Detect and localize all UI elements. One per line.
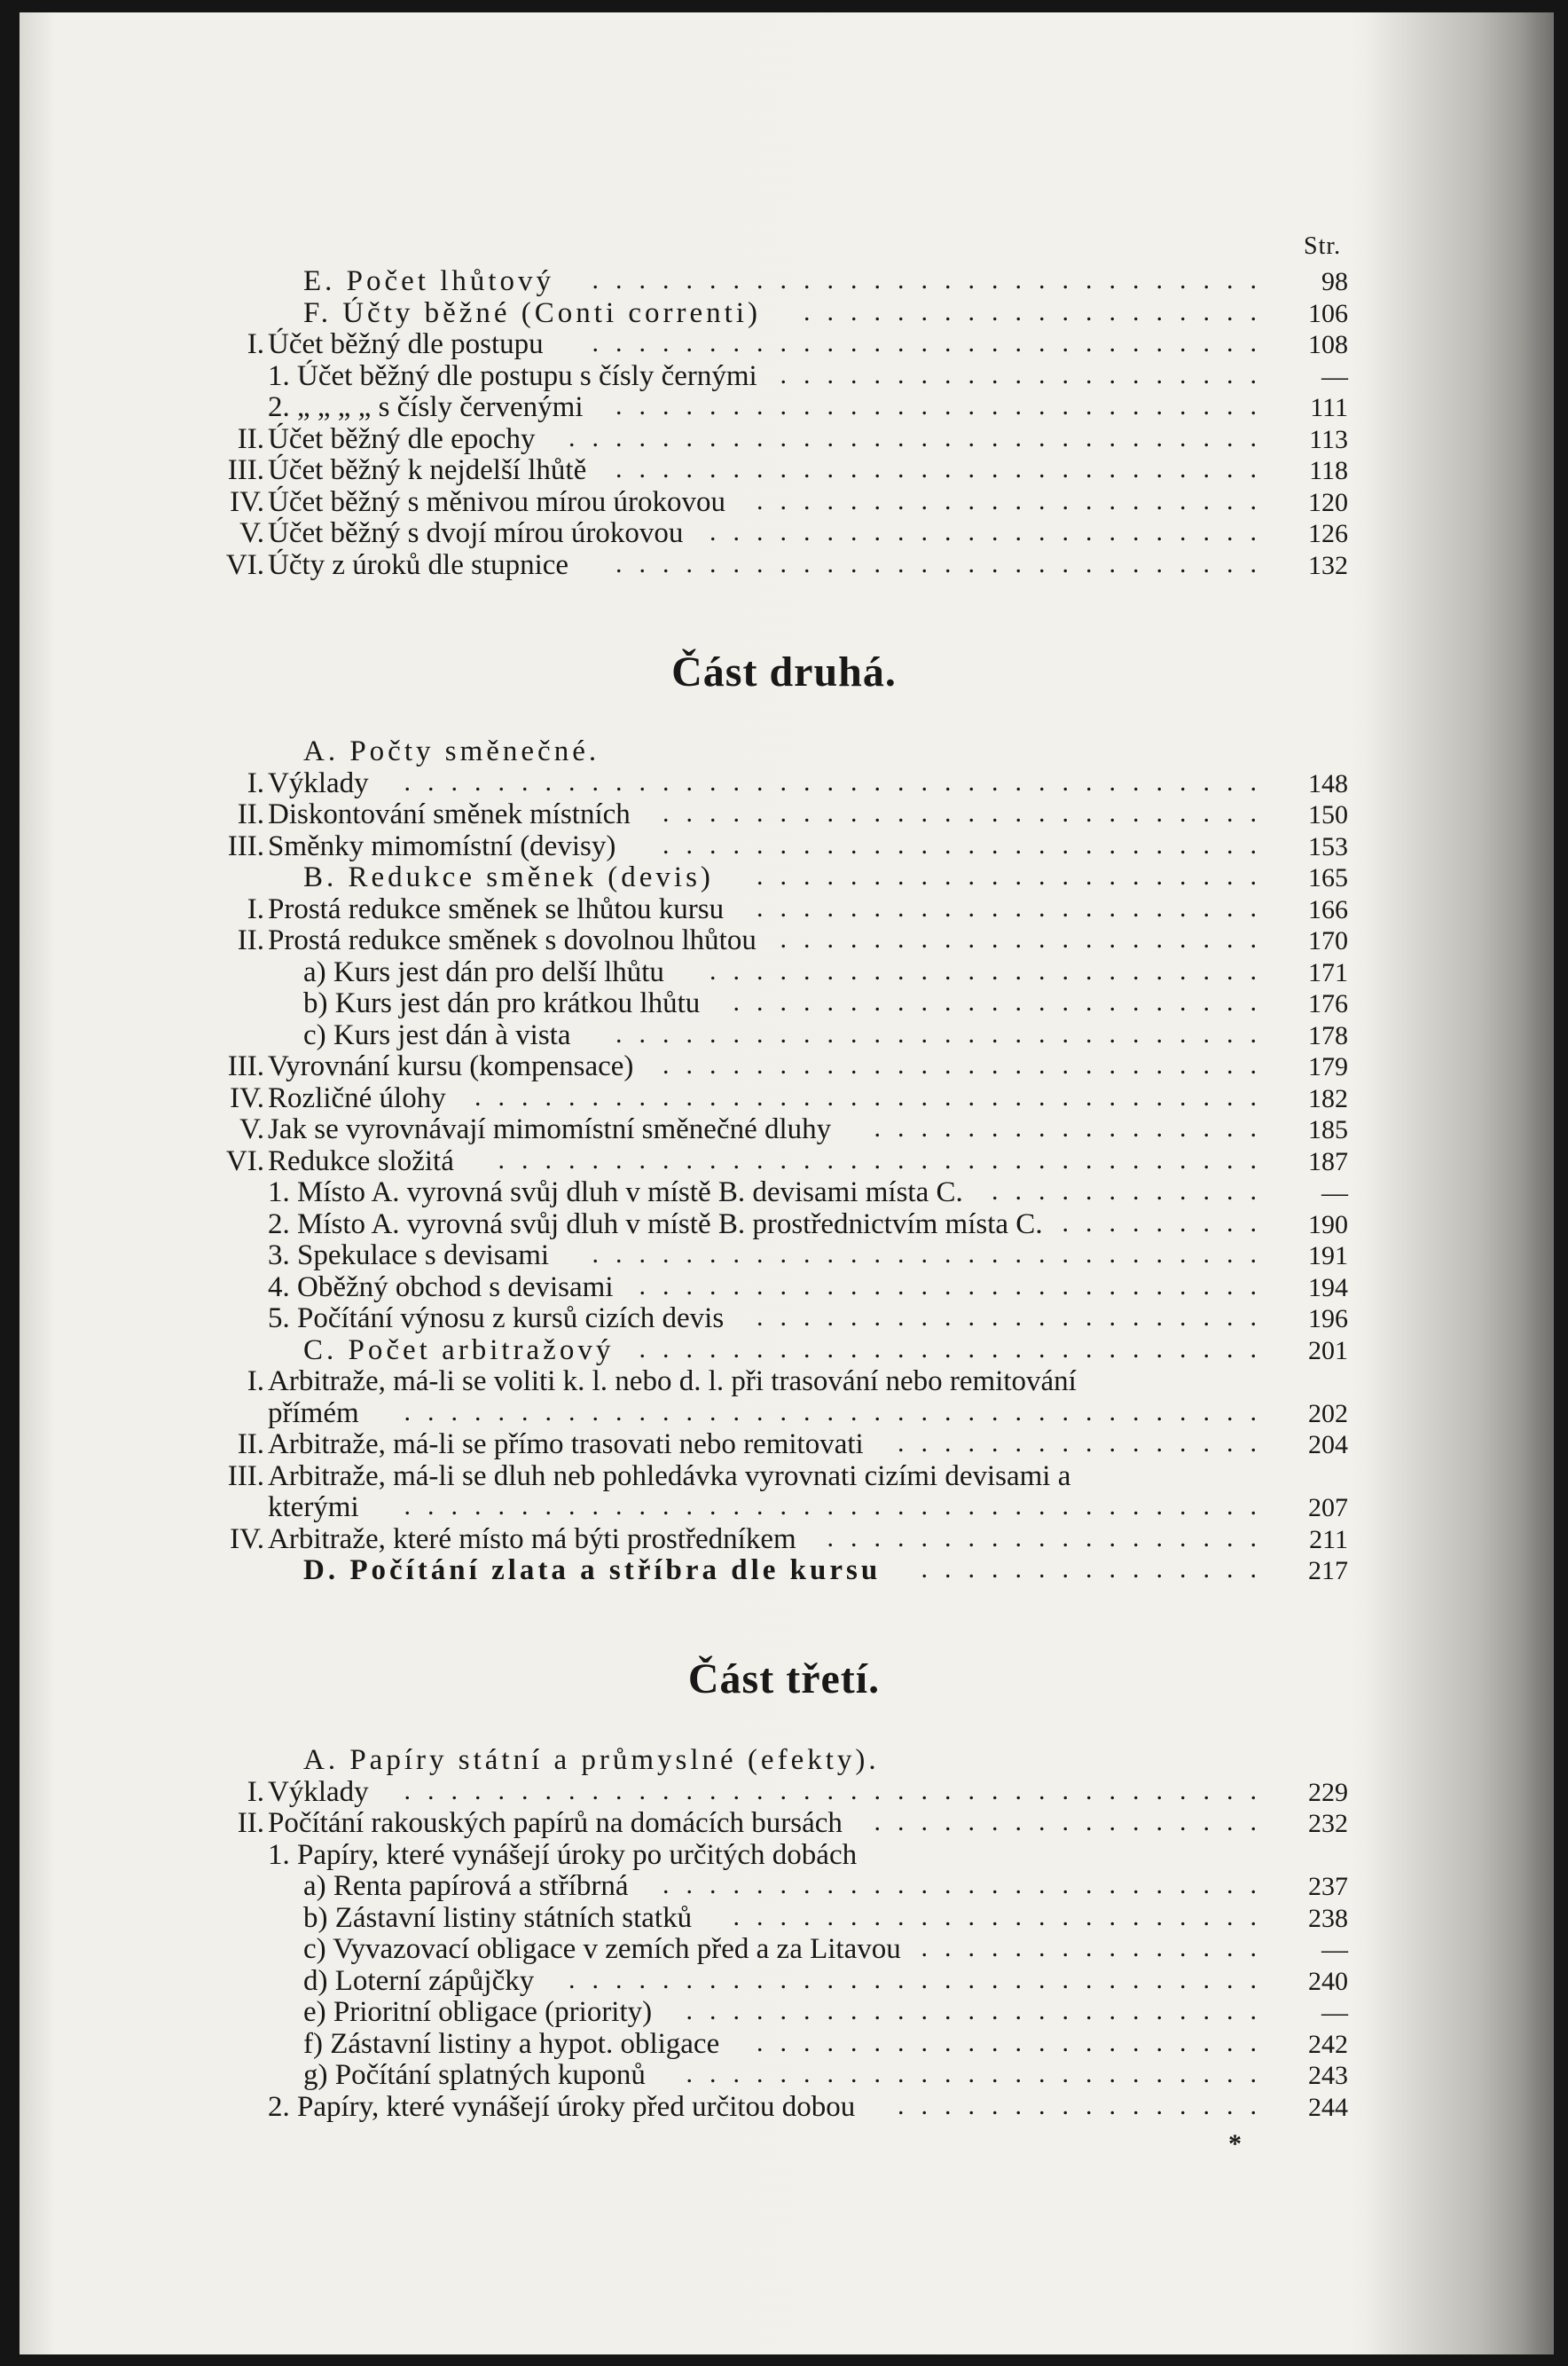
toc-entry-page: — (1321, 1178, 1348, 1207)
toc-entry (204, 957, 1348, 989)
toc-entry (204, 768, 1348, 800)
part-two-heading: Část druhá. (671, 648, 897, 696)
toc-entry (204, 518, 1348, 550)
toc-entry-number: VI. (225, 1144, 264, 1177)
toc-entry-number: II. (237, 1807, 264, 1839)
leader-dots: ........................... (639, 1333, 1274, 1364)
toc-entry-page: 202 (1308, 1398, 1348, 1428)
toc-entry (204, 487, 1348, 519)
toc-entry-page: 111 (1310, 393, 1348, 422)
toc-entry-page: 176 (1308, 989, 1348, 1018)
toc-entry (204, 2092, 1348, 2124)
toc-entry-number: III. (227, 829, 264, 862)
toc-entry-title: c) Vyvazovací obligace v zemích před a za Litavou (303, 1933, 901, 1965)
page-shadow (1368, 12, 1554, 2354)
leader-dots: ..................... (780, 359, 1274, 389)
leader-dots: ................ (898, 2090, 1274, 2120)
toc-entry (204, 329, 1348, 361)
leader-dots: ........................ (710, 955, 1274, 986)
toc-entry (204, 361, 1348, 393)
toc-entry-page: 238 (1308, 1903, 1348, 1933)
toc-entry-title: a) Renta papírová a stříbrná (303, 1870, 629, 1902)
toc-entry-title: 4. Oběžný obchod s devisami (268, 1270, 614, 1303)
toc-entry (204, 1177, 1348, 1209)
toc-entry (204, 266, 1348, 298)
toc-entry (204, 736, 1348, 768)
toc-entry-page: 242 (1308, 2029, 1348, 2059)
toc-entry-title: C. Počet arbitražový (303, 1333, 615, 1366)
toc-entry-title: Účet běžný dle epochy (268, 422, 536, 455)
toc-entry-title: Prostá redukce směnek se lhůtou kursu (268, 892, 725, 925)
toc-entry (204, 1429, 1348, 1461)
toc-entry-title: D. Počítání zlata a stříbra dle kursu (303, 1554, 882, 1586)
leader-dots: ............ (992, 1176, 1274, 1206)
toc-entry-title: 3. Spekulace s devisami (268, 1239, 550, 1271)
toc-entry-title: Směnky mimomístní (devisy) (268, 829, 616, 862)
toc-entry-title: Počítání rakouských papírů na domácích bursách (268, 1807, 843, 1839)
toc-entry (204, 1461, 1348, 1493)
toc-entry-title: Diskontování směnek místních (268, 798, 631, 830)
toc-entry-page: — (1321, 1935, 1348, 1964)
part-three-heading: Část třetí. (687, 1655, 881, 1702)
leader-dots: .......................... (662, 1050, 1274, 1080)
toc-entry-title: B. Redukce směnek (devis) (303, 861, 714, 893)
leader-dots: .................... (804, 296, 1274, 326)
toc-entry (204, 1146, 1348, 1178)
toc-entry (204, 392, 1348, 424)
leader-dots: ........................... (639, 1270, 1274, 1301)
toc-entry-title: přímém (268, 1396, 359, 1429)
toc-section-part3 (204, 1745, 1348, 2123)
toc-entry (204, 1777, 1348, 1809)
toc-entry-title: a) Kurs jest dán pro delší lhůtu (303, 955, 664, 988)
toc-entry (204, 1051, 1348, 1083)
toc-entry-page: 190 (1308, 1209, 1348, 1239)
toc-entry (204, 862, 1348, 894)
toc-entry (204, 1303, 1348, 1335)
toc-entry-page: 171 (1308, 957, 1348, 987)
toc-entry-number: III. (227, 1459, 264, 1492)
toc-entry-title: Rozličné úlohy (268, 1081, 446, 1114)
leader-dots: ..................... (780, 924, 1274, 954)
leader-dots: ................................. (498, 1144, 1274, 1175)
toc-entry (204, 1209, 1348, 1241)
page-column-label: Str. (1304, 232, 1342, 260)
leader-dots: ............................. (592, 1239, 1274, 1269)
leader-dots: .......................... (662, 798, 1274, 828)
toc-entry (204, 1114, 1348, 1146)
toc-entry-title: Arbitraže, má-li se dluh neb pohledávka vyrovnati cizími devisami a (268, 1459, 1071, 1492)
leader-dots: ...................... (757, 861, 1274, 891)
leader-dots: ................. (874, 1807, 1274, 1836)
toc-entry (204, 1555, 1348, 1587)
toc-entry-page: 148 (1308, 768, 1348, 798)
toc-entry-number: I. (247, 328, 264, 360)
toc-entry-number: I. (247, 1365, 264, 1397)
toc-entry-page: 196 (1308, 1304, 1348, 1333)
toc-entry-title: kterými (268, 1491, 359, 1523)
toc-entry-page: 237 (1308, 1872, 1348, 1901)
toc-entry-number: IV. (230, 1522, 264, 1555)
toc-entry-number: I. (247, 892, 264, 925)
toc-entry-page: 166 (1308, 894, 1348, 924)
toc-entry (204, 1083, 1348, 1115)
leader-dots: ..................................... (404, 1396, 1274, 1427)
toc-entry-number: II. (237, 1428, 264, 1460)
toc-entry (204, 1335, 1348, 1367)
toc-entry-page: 194 (1308, 1272, 1348, 1302)
toc-entry-number: III. (227, 454, 264, 486)
toc-entry-title: d) Loterní zápůjčky (303, 1964, 535, 1997)
leader-dots: ............... (921, 1554, 1274, 1584)
leader-dots: ................... (827, 1522, 1274, 1552)
leader-dots: .......................... (662, 1870, 1274, 1899)
toc-entry (204, 1366, 1348, 1398)
toc-entry-title: b) Zástavní listiny státních statků (303, 1901, 693, 1934)
toc-entry-number: VI. (225, 548, 264, 581)
toc-section-part1-continuation (204, 266, 1348, 581)
leader-dots: ................ (898, 1428, 1274, 1458)
toc-entry-title: c) Kurs jest dán à vista (303, 1018, 571, 1051)
toc-entry-page: 240 (1308, 1966, 1348, 1996)
toc-section-part2 (204, 736, 1348, 1587)
toc-entry-title: f) Zástavní listiny a hypot. obligace (303, 2027, 720, 2060)
toc-entry-title: Prostá redukce směnek s dovolnou lhůtou (268, 924, 757, 956)
toc-entry-number: IV. (230, 1081, 264, 1114)
toc-entry-number: II. (237, 422, 264, 455)
toc-entry (204, 1492, 1348, 1524)
toc-entry (204, 1871, 1348, 1903)
toc-entry-title: 1. Místo A. vyrovná svůj dluh v místě B. devisami místa C. (268, 1176, 963, 1208)
toc-entry (204, 2060, 1348, 2092)
toc-entry-title: 2. Místo A. vyrovná svůj dluh v místě B. prostřednictvím místa C. (268, 1207, 1043, 1240)
toc-entry (204, 550, 1348, 582)
toc-entry (204, 1808, 1348, 1840)
toc-entry-page: 178 (1308, 1020, 1348, 1050)
toc-entry (204, 831, 1348, 863)
toc-entry-number: V. (239, 517, 264, 549)
toc-entry-title: 5. Počítání výnosu z kursů cizích devis (268, 1302, 725, 1334)
toc-entry (204, 298, 1348, 330)
toc-entry (204, 455, 1348, 487)
toc-entry-number: I. (247, 1775, 264, 1808)
toc-entry-number: III. (227, 1050, 264, 1082)
leader-dots: ............................ (615, 391, 1274, 421)
toc-entry (204, 1745, 1348, 1777)
toc-entry-page: 120 (1308, 487, 1348, 517)
leader-dots: ............................ (615, 548, 1274, 578)
leader-dots: .................................. (474, 1081, 1274, 1112)
footer-mark: * (1228, 2129, 1242, 2158)
leader-dots: ....................... (733, 1901, 1274, 1931)
toc-entry (204, 1020, 1348, 1052)
toc-entry-page: 165 (1308, 863, 1348, 892)
toc-entry-title: g) Počítání splatných kuponů (303, 2059, 646, 2091)
toc-entry-page: 187 (1308, 1146, 1348, 1176)
toc-entry-page: 126 (1308, 519, 1348, 548)
toc-entry-page: 98 (1321, 267, 1348, 296)
toc-entry-title: Arbitraže, které místo má býti prostředníkem (268, 1522, 796, 1555)
toc-entry-page: 132 (1308, 550, 1348, 580)
toc-entry-title: Účet běžný dle postupu (268, 328, 544, 360)
toc-entry-title: Arbitraže, má-li se voliti k. l. nebo d. l. při trasování nebo remitování (268, 1365, 1077, 1397)
toc-entry-page: — (1321, 1998, 1348, 2027)
toc-entry-title: b) Kurs jest dán pro krátkou lhůtu (303, 987, 701, 1019)
toc-entry-title: Účty z úroků dle stupnice (268, 548, 569, 581)
toc-entry-page: 153 (1308, 831, 1348, 861)
toc-entry-page: 182 (1308, 1083, 1348, 1113)
toc-entry-number: I. (247, 766, 264, 799)
toc-entry-page: — (1321, 361, 1348, 391)
toc-entry-title: Účet běžný s měnivou mírou úrokovou (268, 485, 725, 518)
toc-entry-title: Výklady (268, 766, 369, 799)
toc-entry (204, 1934, 1348, 1966)
leader-dots: ............................. (592, 328, 1274, 358)
leader-dots: ......... (1062, 1207, 1274, 1238)
toc-entry (204, 799, 1348, 831)
leader-dots: ............................ (615, 1018, 1274, 1049)
toc-entry (204, 1966, 1348, 1998)
toc-entry-page: 106 (1308, 298, 1348, 328)
toc-entry (204, 1524, 1348, 1556)
leader-dots: .......................... (662, 829, 1274, 860)
leader-dots: ...................... (757, 2027, 1274, 2057)
leader-dots: ............... (921, 1933, 1274, 1962)
toc-entry-title: Výklady (268, 1775, 369, 1808)
leader-dots: .............................. (568, 1964, 1274, 1994)
toc-entry (204, 1272, 1348, 1304)
toc-entry (204, 1997, 1348, 2029)
toc-entry-page: 201 (1308, 1335, 1348, 1365)
toc-entry-title: Účet běžný s dvojí mírou úrokovou (268, 517, 684, 549)
toc-entry-title: 1. Účet běžný dle postupu s čísly černými (268, 359, 757, 392)
toc-entry-page: 207 (1308, 1493, 1348, 1522)
toc-entry-page: 170 (1308, 926, 1348, 955)
toc-entry-title: E. Počet lhůtový (303, 265, 555, 297)
toc-entry-title: Jak se vyrovnávají mimomístní směnečné dluhy (268, 1113, 832, 1145)
toc-entry-page: 118 (1309, 456, 1348, 485)
toc-entry-page: 108 (1308, 330, 1348, 359)
toc-entry-page: 204 (1308, 1430, 1348, 1459)
toc-entry-title: F. Účty běžné (Conti correnti) (303, 296, 761, 329)
toc-entry (204, 1840, 1348, 1872)
toc-entry-title: Redukce složitá (268, 1144, 454, 1177)
toc-entry (204, 424, 1348, 456)
toc-entry-title: 2. Papíry, které vynášejí úroky před určitou dobou (268, 2090, 856, 2123)
leader-dots: ....................... (733, 987, 1274, 1017)
toc-entry (204, 1240, 1348, 1272)
leader-dots: ........................ (710, 517, 1274, 546)
leader-dots: ......................... (686, 2059, 1274, 2088)
leader-dots: ..................................... (404, 1775, 1274, 1805)
toc-entry-title: A. Počty směnečné. (303, 735, 600, 767)
toc-entry-page: 211 (1309, 1524, 1348, 1554)
leader-dots: ............................. (592, 265, 1274, 295)
toc-entry-title: Arbitraže, má-li se přímo trasovati nebo remitovati (268, 1428, 864, 1460)
toc-entry-page: 244 (1308, 2092, 1348, 2122)
toc-entry-page: 217 (1308, 1556, 1348, 1585)
leader-dots: ............................ (615, 454, 1274, 483)
toc-entry (204, 988, 1348, 1020)
leader-dots: ................. (874, 1113, 1274, 1143)
toc-entry (204, 1398, 1348, 1430)
toc-entry-page: 232 (1308, 1809, 1348, 1838)
toc-entry-page: 185 (1308, 1115, 1348, 1144)
leader-dots: ..................................... (404, 1491, 1274, 1521)
toc-entry-number: II. (237, 924, 264, 956)
leader-dots: ...................... (757, 485, 1274, 515)
toc-entry-number: V. (239, 1113, 264, 1145)
toc-entry-title: A. Papíry státní a průmyslné (efekty). (303, 1744, 880, 1776)
toc-entry (204, 2029, 1348, 2061)
toc-entry-page: 191 (1308, 1241, 1348, 1270)
leader-dots: .............................. (568, 422, 1274, 452)
toc-entry-page: 243 (1308, 2061, 1348, 2090)
toc-entry (204, 1903, 1348, 1935)
toc-entry-page: 150 (1308, 800, 1348, 829)
toc-entry-title: Účet běžný k nejdelší lhůtě (268, 454, 587, 486)
toc-entry-page: 179 (1308, 1052, 1348, 1081)
toc-entry-page: 229 (1308, 1777, 1348, 1807)
toc-entry-title: 1. Papíry, které vynášejí úroky po určitých dobách (268, 1838, 858, 1871)
toc-entry-page: 113 (1309, 424, 1348, 454)
toc-entry-number: IV. (230, 485, 264, 518)
leader-dots: ...................... (757, 892, 1274, 923)
toc-entry-number: II. (237, 798, 264, 830)
leader-dots: ..................................... (404, 766, 1274, 797)
toc-entry (204, 894, 1348, 926)
leader-dots: ......................... (686, 1996, 1274, 2025)
toc-entry-title: Vyrovnání kursu (kompensace) (268, 1050, 634, 1082)
toc-entry-title: e) Prioritní obligace (priority) (303, 1996, 653, 2028)
toc-entry-title: 2. „ „ „ „ s čísly červenými (268, 391, 584, 423)
toc-entry (204, 925, 1348, 957)
leader-dots: ...................... (757, 1302, 1274, 1332)
